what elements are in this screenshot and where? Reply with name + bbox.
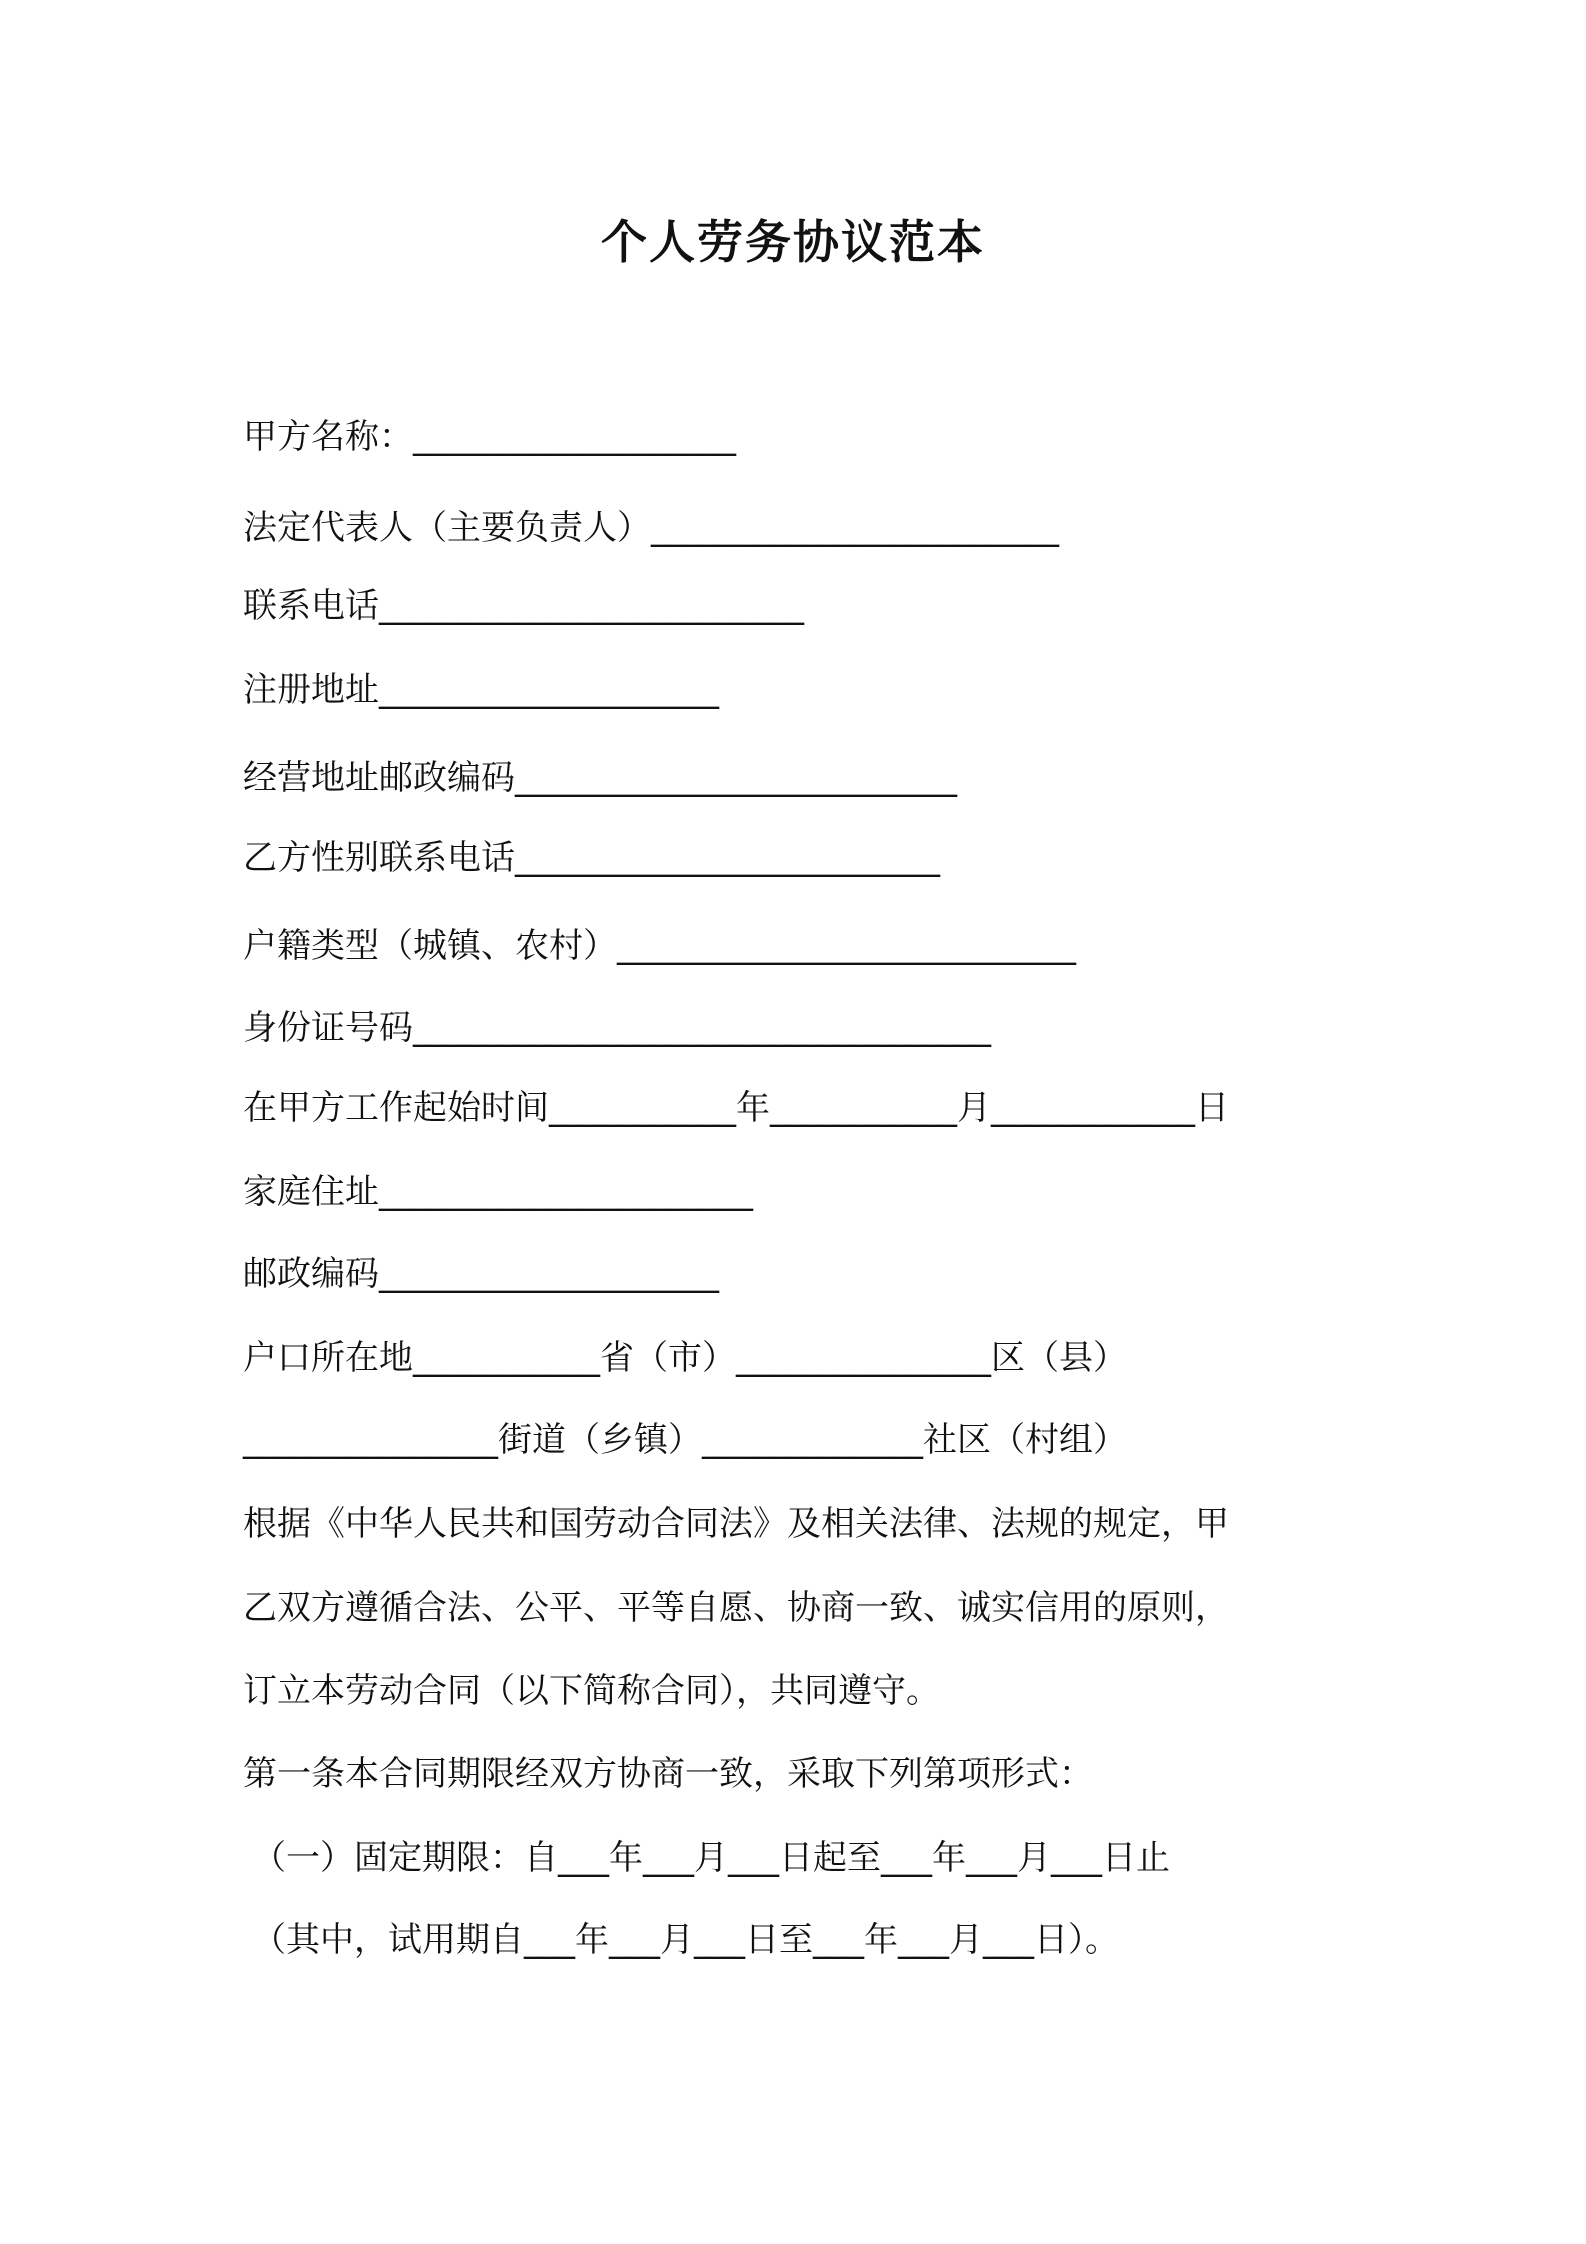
document-title: 个人劳务协议范本 <box>601 215 985 269</box>
home-address-field: 家庭住址______________________ <box>243 1172 753 1212</box>
article-one-heading: 第一条本合同期限经双方协商一致，采取下列第项形式： <box>243 1754 1093 1794</box>
party-b-gender-phone-field: 乙方性别联系电话_________________________ <box>243 838 940 878</box>
paragraph-line-1: 根据《中华人民共和国劳动合同法》及相关法律、法规的规定，甲 <box>243 1504 1229 1544</box>
contact-phone-field: 联系电话_________________________ <box>243 586 804 626</box>
party-a-name-field: 甲方名称：___________________ <box>243 417 736 457</box>
registered-address-field: 注册地址____________________ <box>243 670 719 710</box>
street-community-field: _______________街道（乡镇）_____________社区（村组） <box>243 1420 1127 1460</box>
work-start-date-field: 在甲方工作起始时间___________年___________月____________日 <box>243 1088 1229 1128</box>
fixed-term-clause: （一）固定期限：自___年___月___日起至___年___月___日止 <box>252 1838 1170 1878</box>
business-address-postcode-field: 经营地址邮政编码__________________________ <box>243 758 957 798</box>
paragraph-line-3: 订立本劳动合同（以下简称合同），共同遵守。 <box>243 1671 940 1711</box>
paragraph-line-2: 乙双方遵循合法、公平、平等自愿、协商一致、诚实信用的原则， <box>243 1588 1229 1628</box>
legal-representative-field: 法定代表人（主要负责人）________________________ <box>243 508 1059 548</box>
postcode-field: 邮政编码____________________ <box>243 1254 719 1294</box>
household-location-field: 户口所在地___________省（市）_______________区（县） <box>243 1338 1127 1378</box>
household-type-field: 户籍类型（城镇、农村）___________________________ <box>243 926 1076 966</box>
probation-clause: （其中，试用期自___年___月___日至___年___月___日）。 <box>252 1920 1119 1960</box>
id-number-field: 身份证号码__________________________________ <box>243 1008 991 1048</box>
